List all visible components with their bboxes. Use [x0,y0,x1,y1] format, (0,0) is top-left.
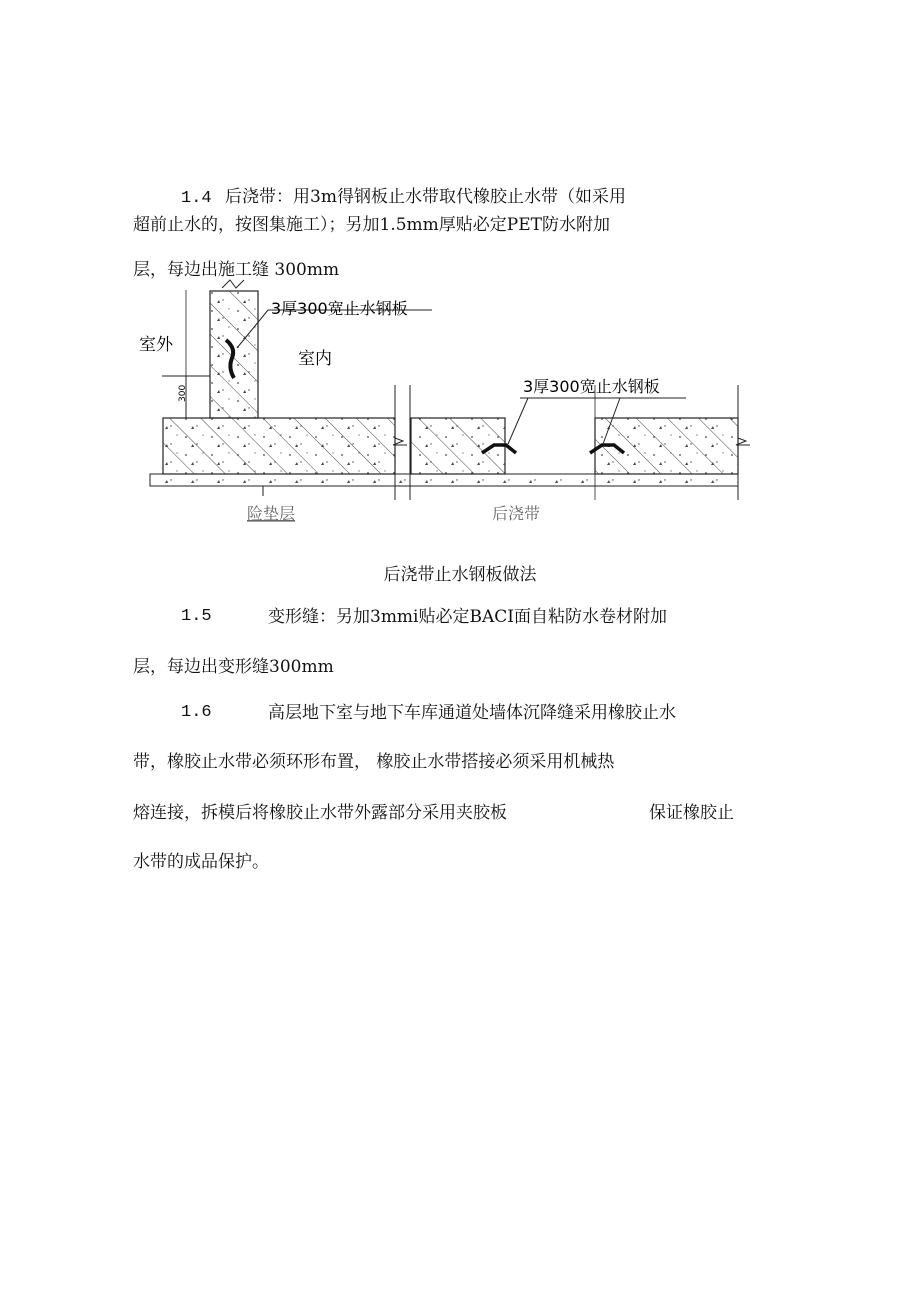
section-1-4-line-3: 层，每边出施工缝 300mm [133,260,340,280]
section-number: 1.6 [181,703,212,722]
figure-caption: 后浇带止水钢板做法 [383,565,537,585]
floor-slab-left [163,418,395,474]
outdoor-label: 室外 [139,335,173,355]
section-number: 1.4 [181,189,212,208]
post-pour-strip-diagram [0,0,920,560]
cushion-layer [150,474,738,486]
section-1-5-line-2: 层，每边出变形缝300mm [133,657,334,677]
section-1-6-line-4: 水带的成品保护。 [133,852,269,872]
section-1-4-line-2: 超前止水的，按图集施工）；另加1.5mm厚贴必定PET防水附加 [133,215,610,235]
dimension-label: 300 [178,384,188,402]
leader-line [508,398,528,444]
section-1-6-line-3a: 熔连接，拆模后将橡胶止水带外露部分采用夹胶板 [133,803,507,823]
section-1-5-line-1: 变形缝：另加3mmi贴必定BACI面自粘防水卷材附加 [268,607,667,627]
indoor-label: 室内 [298,349,332,369]
section-number: 1.5 [181,607,212,626]
paragraph-text: 后浇带：用3m得钢板止水带取代橡胶止水带（如采用 [225,187,626,207]
section-1-6-line-3b: 保证橡胶止 [649,803,734,823]
steel-plate-label-right: 3厚300宽止水钢板 [523,377,660,396]
section-1-6-line-1: 高层地下室与地下车库通道处墙体沉降缝采用橡胶止水 [268,703,676,723]
cushion-layer-label: 险垫层 [247,504,296,523]
post-pour-strip-label: 后浇带 [492,504,541,523]
section-1-6-line-2: 带，橡胶止水带必须环形布置， 橡胶止水带搭接必须采用机械热 [133,752,615,772]
steel-plate-label-left: 3厚300宽止水钢板 [271,299,408,318]
